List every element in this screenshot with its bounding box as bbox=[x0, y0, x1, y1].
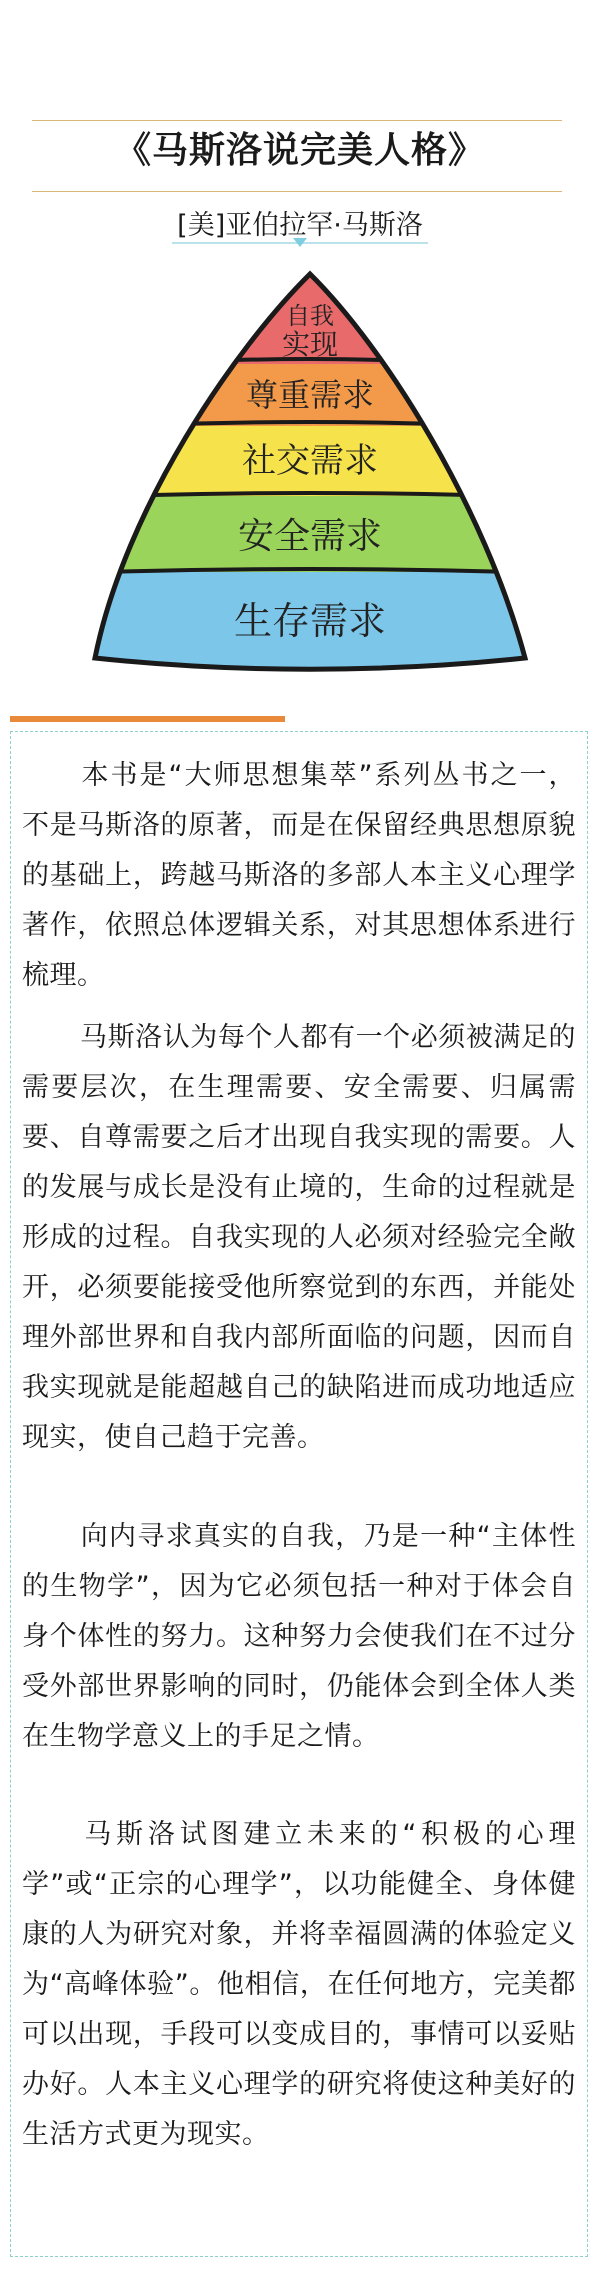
paragraph-4 bbox=[22, 1810, 576, 2160]
paragraph-3-text: 向内寻求真实的自我，乃是一种“主体性的生物学”，因为它必须包括一种对于体会自身个体性的努力。这种努力会使我们在不过分受外部世界影响的同时，仍能体会到全体人类在生物学意义上的手足之情。 bbox=[22, 1521, 576, 1752]
pyramid-label-esteem: 尊重需求 bbox=[245, 376, 375, 414]
author-arrow-icon bbox=[293, 238, 307, 247]
pyramid-label-survival: 生存需求 bbox=[233, 599, 387, 643]
book-author: [美]亚伯拉罕·马斯洛 bbox=[177, 210, 423, 241]
paragraph-4-text: 马斯洛试图建立未来的“积极的心理学”或“正宗的心理学”，以功能健全、身体健康的人为研究对象，并将幸福圆满的体验定义为“高峰体验”。他相信，在任何地方，完美都可以出现，手段可以变成目的，事情可以妥贴办好。人本主义心理学的研究将使这种美好的生活方式更为现实。 bbox=[22, 1819, 576, 2150]
paragraph-1-text: 本书是“大师思想集萃”系列丛书之一，不是马斯洛的原著，而是在保留经典思想原貌的基础上，跨越马斯洛的多部人本主义心理学著作，依照总体逻辑关系，对其思想体系进行梳理。 bbox=[22, 760, 576, 991]
maslow-pyramid bbox=[85, 268, 535, 678]
pyramid-label-social: 社交需求 bbox=[242, 441, 378, 481]
paragraph-2 bbox=[22, 1013, 576, 1463]
top-rule bbox=[32, 120, 562, 121]
paragraph-3 bbox=[22, 1512, 576, 1762]
title-rule bbox=[32, 191, 562, 192]
paragraph-1 bbox=[22, 751, 576, 1001]
pyramid-label-top-2: 实现 bbox=[281, 328, 339, 361]
pyramid-label-top-1: 自我 bbox=[286, 302, 334, 330]
pyramid-label-safety: 安全需求 bbox=[237, 516, 383, 557]
book-title: 《马斯洛说完美人格》 bbox=[114, 130, 485, 171]
paragraph-2-text: 马斯洛认为每个人都有一个必须被满足的需要层次，在生理需要、安全需要、归属需要、自尊需要之后才出现自我实现的需要。人的发展与成长是没有止境的，生命的过程就是形成的过程。自我实现的人必须对经验完全敞开，必须要能接受他所察觉到的东西，并能处理外部世界和自我内部所面临的问题，因而自我实现就是能超越自己的缺陷进而成功地适应现实，使自己趋于完善。 bbox=[22, 1022, 576, 1453]
section-divider-bar bbox=[10, 716, 285, 722]
